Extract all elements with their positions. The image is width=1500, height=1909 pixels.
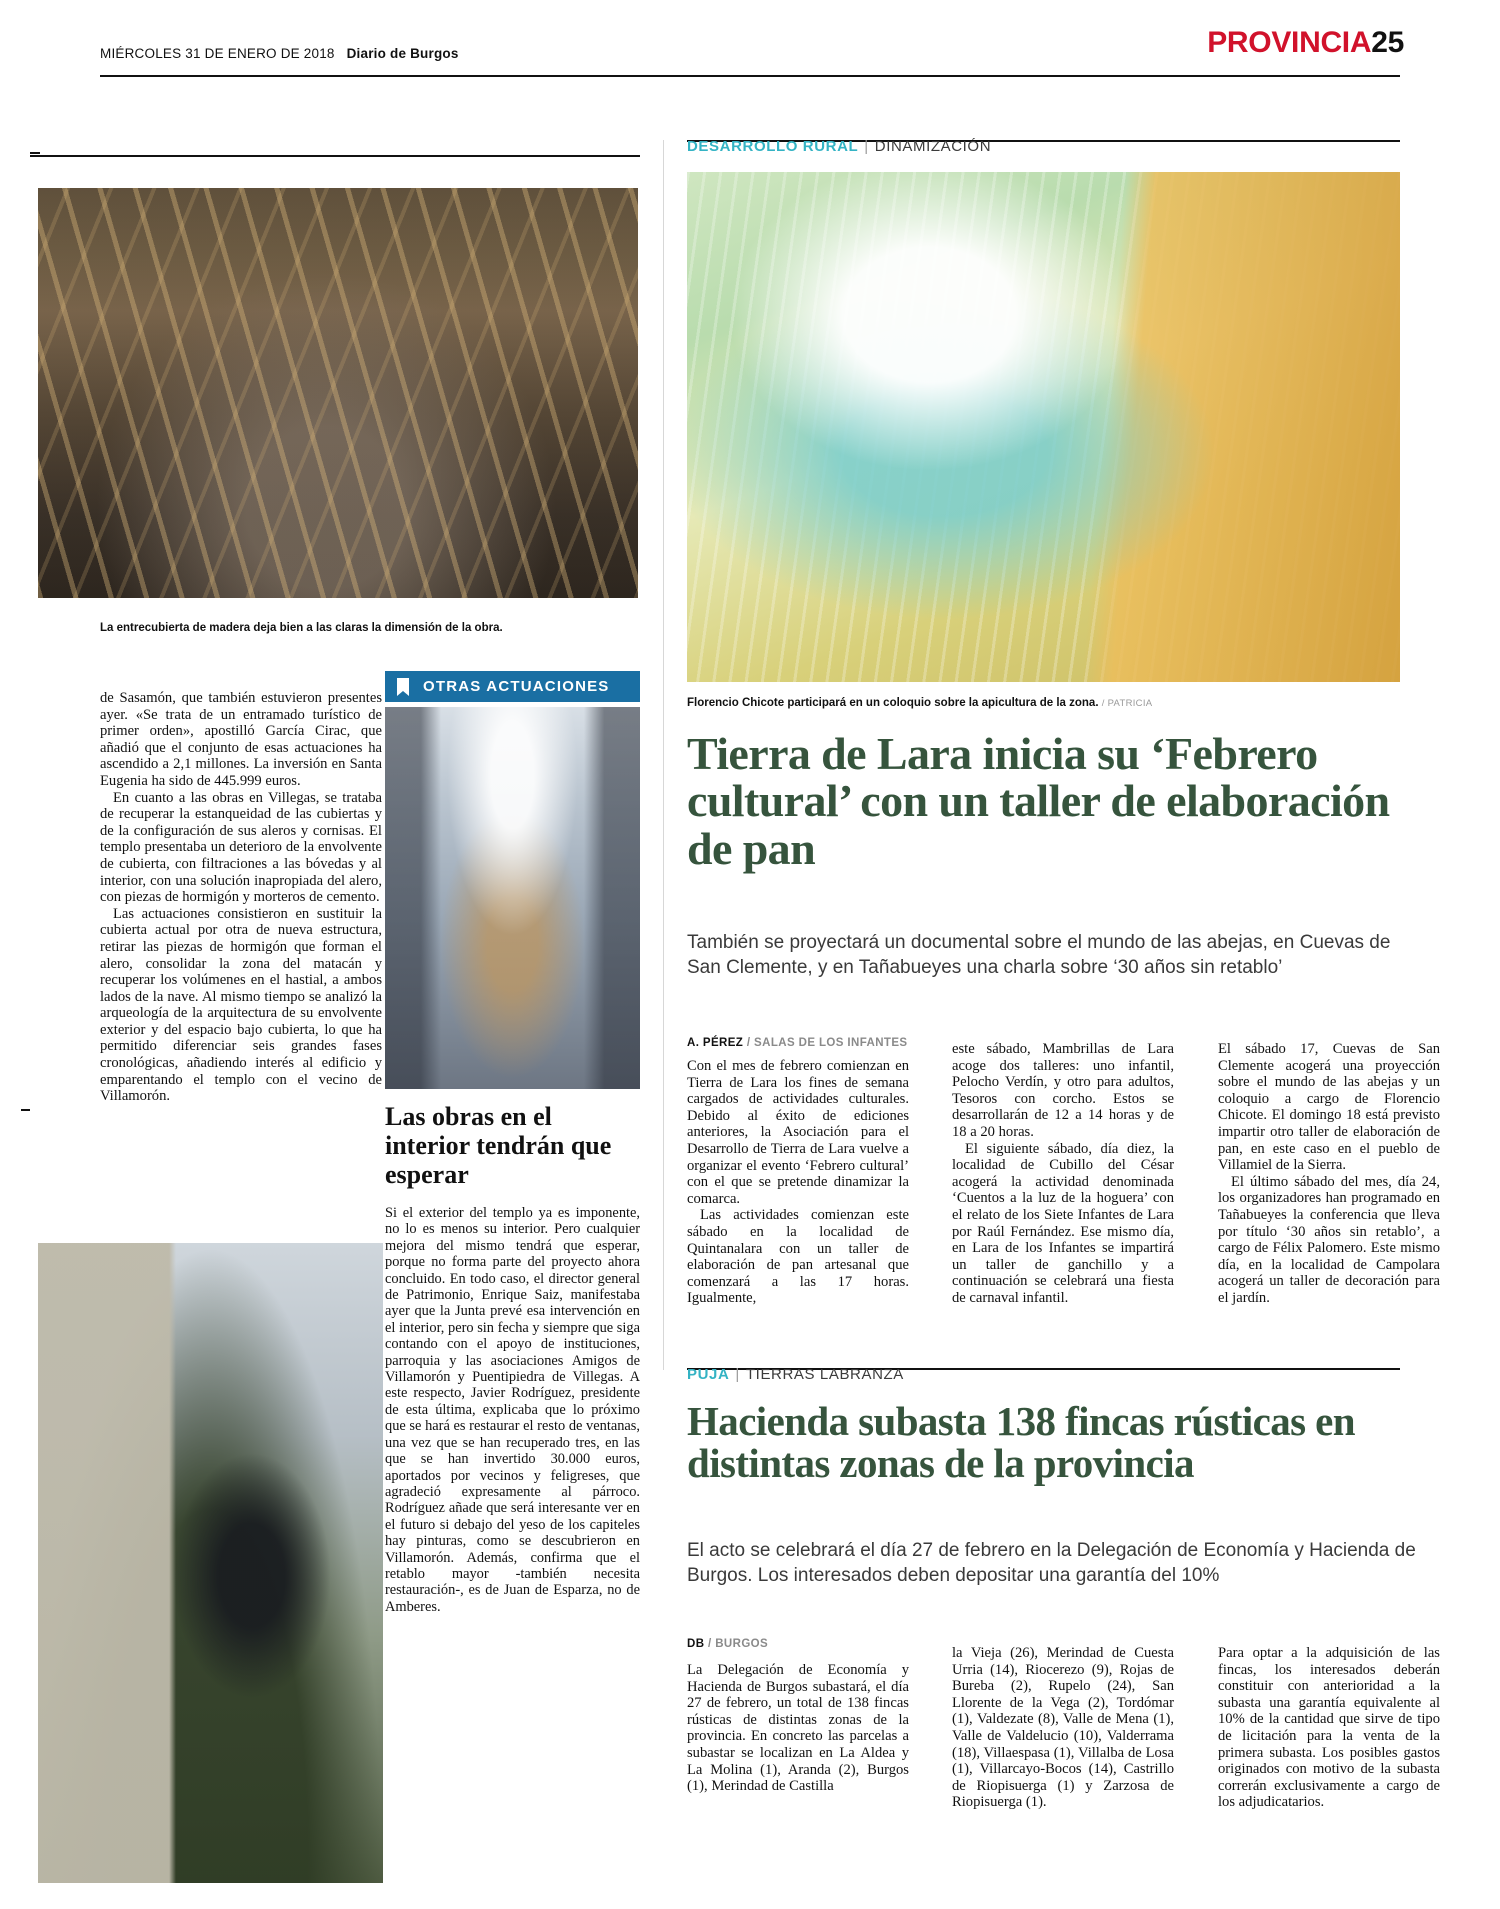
kicker-separator: | xyxy=(735,1366,740,1383)
section-name: PROVINCIA xyxy=(1207,26,1372,59)
byline-author: A. PÉREZ xyxy=(687,1037,744,1049)
byline-place: / BURGOS xyxy=(708,1638,769,1650)
paragraph: La Delegación de Economía y Hacienda de Burgos subastará, el día 27 de febrero, un total de 138 fincas rústicas de distintas zonas de la provincia. En concreto las parcelas a subastar se localizan en La Aldea y La Molina (1), Aranda (2), Burgos (1), Merindad de Castilla xyxy=(687,1662,909,1795)
masthead-left xyxy=(100,46,459,61)
kicker-secondary: DINAMIZACIÓN xyxy=(874,138,992,155)
masthead-paper: Diario de Burgos xyxy=(346,46,459,61)
paragraph: de Sasamón, que también estuvieron presentes ayer. «Se trata de un entramado turístico de primer orden», apostilló García Cirac, que añadió que el conjunto de esas actuaciones ha ascendido a 2,1 millones. La inversión en Santa Eugenia ha sido de 445.999 euros. xyxy=(100,690,382,789)
top-story-column-2 xyxy=(952,1041,1174,1307)
photo-caption-beekeeper xyxy=(687,696,1400,711)
caption-text: Florencio Chicote participará en un coloquio sobre la apicultura de la zona. xyxy=(687,697,1099,709)
sidebar-label: OTRAS ACTUACIONES xyxy=(423,678,610,695)
column-divider-1 xyxy=(663,140,664,1370)
crop-mark-left-top xyxy=(30,152,40,154)
kicker-desarrollo-rural xyxy=(687,138,991,155)
subhead-tierra-de-lara: También se proyectará un documental sobre el mundo de las abejas, en Cuevas de San Clemente, y en Tañabueyes una charla sobre ‘30 años sin retablo’ xyxy=(687,932,1391,978)
bottom-story-column-2 xyxy=(952,1645,1174,1811)
paragraph: Las actuaciones consistieron en sustituir la cubierta actual por otra de nueva estructura, retirar las piezas de hormigón que forman el alero, consolidar la zona del matacán y recuperar los volúmenes en el hastial, a ambos lados de la nave. Al mismo tiempo se analizó la arqueología de la arquitectura de su envolvente exterior y del espacio bajo cubierta, lo que ha permitido diferenciar seis grandes fases cronológicas, añadiendo interés al edificio y emparentando el templo con el vecino de Villamorón. xyxy=(100,905,382,1105)
left-rule xyxy=(30,155,640,157)
paragraph: la Vieja (26), Merindad de Cuesta Urria (14), Riocerezo (9), Rojas de Bureba (2), Rupelo (24), San Llorente de la Vega (2), Tordómar (1), Valdezate (8), Valle de Mena (1), Valle de Valdelucio (10), Valderrama (18), Villaespasa (1), Villalba de Losa (1), Villarcayo-Bocos (14), Castrillo de Riopisuerga (1) y Zarzosa de Riopisuerga (1). xyxy=(952,1645,1174,1811)
subhead-hacienda-subasta: El acto se celebrará el día 27 de febrero en la Delegación de Economía y Hacienda de Burgos. Los interesados deben depositar una garantía del 10% xyxy=(687,1540,1416,1586)
bottom-story-column-1 xyxy=(687,1662,909,1795)
bottom-story-column-3 xyxy=(1218,1645,1440,1811)
byline-place: / SALAS DE LOS INFANTES xyxy=(746,1037,908,1049)
paragraph: Con el mes de febrero comienzan en Tierra de Lara los fines de semana cargados de actividades culturales. Debido al éxito de ediciones anteriores, la Asociación para el Desarrollo de Tierra de Lara vuelve a organizar el evento ‘Febrero cultural’ con el que se pretende dinamizar la comarca. xyxy=(687,1058,909,1207)
paragraph: En cuanto a las obras en Villegas, se trataba de recuperar la estanqueidad de las cubiertas y de la configuración de sus aleros y cornisas. El templo presentaba un deterioro de la envolvente de cubierta, con filtraciones a las bóvedas y al interior, con una solución inapropiada del alero, con piezas de hormigón y morteros de cemento. xyxy=(100,789,382,906)
kicker-separator: | xyxy=(864,138,869,155)
sidebar-title: Las obras en el interior tendrán que esperar xyxy=(385,1102,612,1189)
photo-caption-roof: La entrecubierta de madera deja bien a las claras la dimensión de la obra. xyxy=(100,622,503,634)
byline-top-story xyxy=(687,1037,908,1049)
headline-tierra-de-lara: Tierra de Lara inicia su ‘Febrero cultural’ con un taller de elaboración de pan xyxy=(687,728,1390,874)
headline-hacienda-subasta: Hacienda subasta 138 fincas rústicas en distintas zonas de la provincia xyxy=(687,1398,1355,1487)
paragraph: Las actividades comienzan este sábado en la localidad de Quintanalara con un taller de elaboración de pan artesanal que comenzará a las 17 horas. Igualmente, xyxy=(687,1207,909,1307)
top-story-column-1 xyxy=(687,1058,909,1307)
kicker-primary: DESARROLLO RURAL xyxy=(687,138,859,155)
kicker-primary: PUJA xyxy=(687,1366,730,1383)
photo-beekeeper xyxy=(687,172,1400,682)
crop-mark-left-mid xyxy=(21,1109,30,1111)
page-number: 25 xyxy=(1371,26,1404,59)
byline-bottom-story xyxy=(687,1638,768,1650)
bookmark-icon xyxy=(395,678,413,696)
masthead-section xyxy=(1207,26,1404,60)
byline-author: DB xyxy=(687,1638,705,1650)
photo-credit: / PATRICIA xyxy=(1101,698,1153,709)
photo-church-interior xyxy=(385,707,640,1089)
top-story-column-3 xyxy=(1218,1041,1440,1307)
sidebar-header xyxy=(385,671,640,702)
kicker-puja xyxy=(687,1366,904,1383)
masthead-date: MIÉRCOLES 31 DE ENERO DE 2018 xyxy=(100,46,335,61)
kicker-secondary: TIERRAS LABRANZA xyxy=(745,1366,904,1383)
left-body-column xyxy=(100,690,382,1105)
paragraph: El sábado 17, Cuevas de San Clemente acogerá una proyección sobre el mundo de las abejas y un coloquio a cargo de Florencio Chicote. El domingo 18 está previsto impartir otro taller de elaboración de pan, en este caso en el pueblo de Villamiel de la Sierra. xyxy=(1218,1041,1440,1174)
paragraph: Para optar a la adquisición de las fincas, los interesados deberán constituir con anterioridad a la subasta una garantía equivalente al 10% de la cantidad que sirve de tipo de licitación para la venta de la primera subasta. Los posibles gastos originados con motivo de la subasta correrán exclusivamente a cargo de los adjudicatarios. xyxy=(1218,1645,1440,1811)
paragraph: El siguiente sábado, día diez, la localidad de Cubillo del César acogerá la actividad denominada ‘Cuentos a la luz de la hoguera’ con el relato de los Siete Infantes de Lara por Raúl Fernández. Ese mismo día, en Lara de los Infantes se impartirá un taller de ganchillo y a continuación se celebrará una fiesta de carnaval infantil. xyxy=(952,1140,1174,1306)
sidebar-body xyxy=(385,1205,640,1615)
paragraph: este sábado, Mambrillas de Lara acoge dos talleres: uno infantil, Pelocho Verdín, y otro para adultos, Tesoros con corcho. Estos se desarrollarán de 12 a 14 horas y de 18 a 20 horas. xyxy=(952,1041,1174,1140)
photo-man-beside-church xyxy=(38,1243,383,1883)
paragraph: Si el exterior del templo ya es imponente, no lo es menos su interior. Pero cualquier mejora del mismo tendrá que esperar, porque no forma parte del proyecto ahora concluido. En todo caso, el director general de Patrimonio, Enrique Saiz, manifestaba ayer que la Junta prevé esa intervención en el interior, pero sin fecha y siempre que siga contando con el apoyo de instituciones, parroquia y las asociaciones Amigos de Villamorón y Puentipiedra de Villegas. A este respecto, Javier Rodríguez, presidente de esta última, explicaba que lo próximo que se hará es restaurar el resto de ventanas, una vez que se han recuperado tres, en las que se han invertido 30.000 euros, aportados por vecinos y feligreses, que agradeció expresamente al párroco. Rodríguez añade que será interesante ver en el futuro si debajo del yeso de los capiteles hay pinturas, como se descubrieron en Villamorón. Además, confirma que el retablo mayor -también necesita restauración-, es de Juan de Esparza, no de Amberes. xyxy=(385,1205,640,1615)
photo-wooden-roof-structure xyxy=(38,188,638,598)
paragraph: El último sábado del mes, día 24, los organizadores han programado en Tañabueyes la conferencia que lleva por título ‘30 años sin retablo’, a cargo de Félix Palomero. Este mismo día, en la localidad de Campolara acogerá un taller de decoración para el jardín. xyxy=(1218,1173,1440,1306)
masthead-rule xyxy=(100,75,1400,77)
